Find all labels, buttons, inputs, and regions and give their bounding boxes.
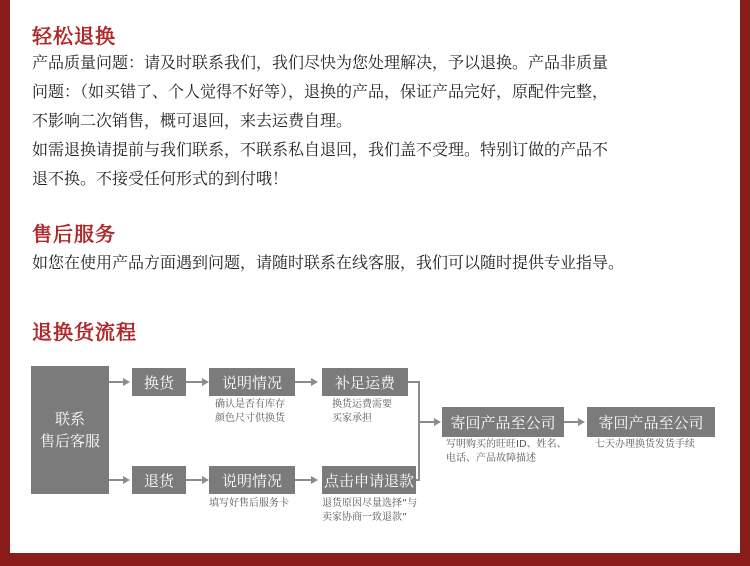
return-explain-box: 说明情况 [209, 466, 295, 494]
after-sales-heading: 售后服务 [32, 222, 116, 246]
final-step-box: 寄回产品至公司 [587, 407, 715, 437]
arrow-icon [434, 418, 441, 426]
final-step-note: 七天办理换货发货手续 [595, 439, 695, 450]
send-back-note: 写明购买的旺旺ID、姓名、 电话、产品故障描述 [446, 439, 567, 464]
arrow-icon [123, 378, 130, 386]
send-back-box: 寄回产品至公司 [442, 407, 564, 437]
arrow-icon [578, 418, 585, 426]
arrow-icon [123, 476, 130, 484]
arrow-icon [311, 378, 318, 386]
after-sales-text: 如您在使用产品方面遇到问题，请随时联系在线客服，我们可以随时提供专业指导。 [32, 253, 625, 272]
return-explain-note: 填写好售后服务卡 [209, 498, 289, 509]
exchange-explain-note: 确认是否有库存 颜色尺寸供换货 [215, 399, 285, 424]
arrow-icon [311, 476, 318, 484]
contact-service-box: 联系 售后客服 [31, 366, 109, 494]
easy-return-text: 产品质量问题：请及时联系我们，我们尽快为您处理解决，予以退换。产品非质量 问题：（如买错了、个人觉得不好等），退换的产品，保证产品完好，原配件完整， 不影响二次销售，概可退回，来去运费自理。 如需退换请提前与我们联系，不联系私自退回，我们盖不受理。特别订做的产品不 退不换。不接受任何形式的到付哦！ [32, 53, 609, 188]
exchange-explain-box: 说明情况 [209, 368, 295, 396]
pay-shipping-note: 换货运费需要 买家承担 [332, 399, 392, 424]
apply-refund-note: 退货原因尽量选择“与 卖家协商一致退款” [322, 498, 418, 523]
connector-line [418, 381, 420, 481]
arrow-icon [202, 476, 209, 484]
return-box: 退货 [132, 466, 186, 494]
arrow-icon [202, 378, 209, 386]
exchange-box: 换货 [132, 368, 186, 396]
apply-refund-box: 点击申请退款 [322, 466, 416, 494]
pay-shipping-box: 补足运费 [322, 368, 408, 396]
content-panel [10, 0, 740, 553]
easy-return-heading: 轻松退换 [32, 24, 116, 48]
process-heading: 退换货流程 [32, 320, 137, 344]
